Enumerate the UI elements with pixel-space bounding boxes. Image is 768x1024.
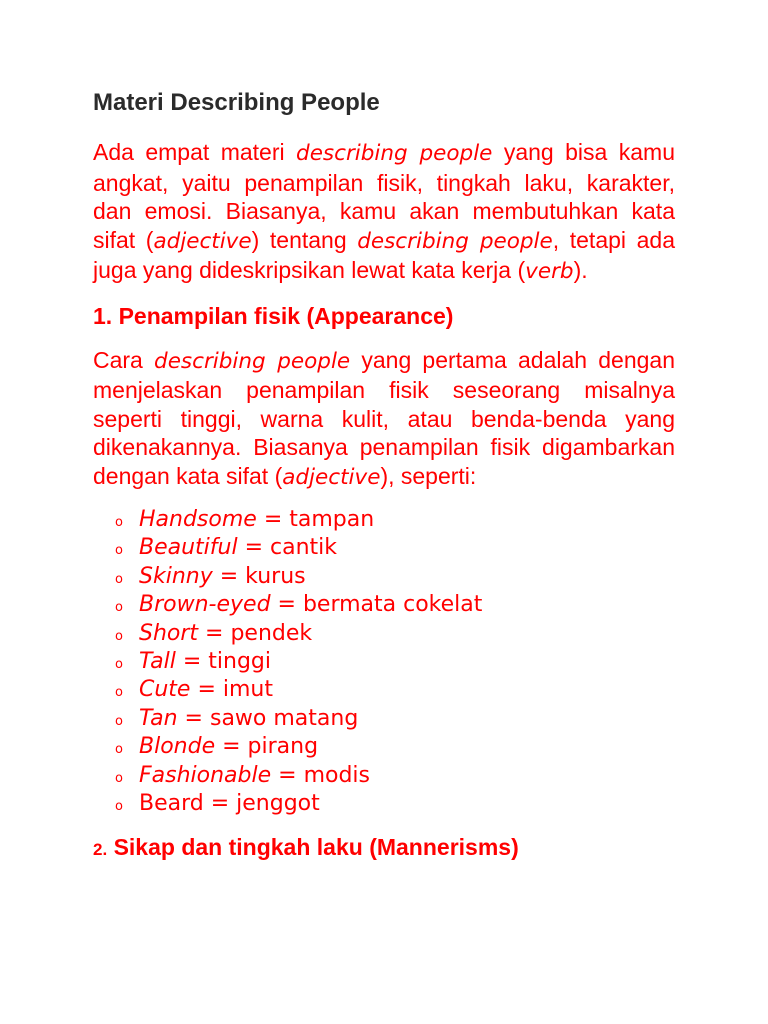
intro-text-3: ) tentang [251,226,358,253]
appearance-vocabulary-list [93,506,675,818]
bullet-icon: o [115,799,123,815]
list-item-term: Blonde [139,734,216,760]
list-item-term: Tan [139,705,178,731]
list-item [115,676,675,704]
list-item-term: Fashionable [139,762,272,788]
intro-emphasis-3: describing people [357,228,553,254]
list-item [115,733,675,761]
list-item-term: Cute [139,677,191,703]
section-1-text-2: yang pertama adalah dengan menjelaskan penampilan fisik seseorang misalnya seperti tinggi, warna kulit, atau benda-benda yang dikenakannya. Biasanya penampilan fisik digambarkan dengan kata sifat ( [93,346,675,489]
intro-emphasis-1: describing people [296,141,493,166]
list-item-meaning: = sawo matang [177,705,359,731]
intro-text-4: , tetapi ada juga yang dideskripsikan lewat kata kerja ( [93,226,675,283]
list-item-meaning: = imut [190,677,274,703]
list-item [115,648,675,676]
bullet-icon: o [115,515,123,530]
list-item-meaning: = pendek [198,620,313,646]
list-item-term: Brown-eyed [139,592,271,618]
section-1-paragraph [93,346,675,493]
list-item-term: Short [139,620,199,646]
list-item-meaning: = cantik [237,535,338,561]
list-item [115,620,675,648]
list-item [115,591,675,619]
list-item-meaning: Beard = jenggot [139,791,320,817]
document-page [93,86,675,865]
list-item [115,534,675,562]
section-2-number: 2. [93,840,108,860]
document-title: Materi Describing People [93,89,380,116]
intro-text-2: yang bisa kamu angkat, yaitu penampilan fisik, tingkah laku, karakter, dan emosi. Biasanya, kamu akan membutuhkan kata sifat ( [93,139,676,253]
bullet-icon: o [115,685,123,701]
bullet-icon: o [115,713,123,729]
bullet-icon: o [115,742,123,758]
list-item-meaning: = pirang [215,734,319,760]
list-item-term: Tall [139,649,176,675]
bullet-icon: o [115,543,123,559]
intro-text-1: Ada empat materi [93,139,297,165]
intro-emphasis-2: adjective [153,228,252,254]
list-item-term: Skinny [139,563,213,589]
bullet-icon: o [115,571,123,587]
list-item-term: Beautiful [139,535,238,561]
bullet-icon: o [115,770,123,786]
list-item [115,790,675,818]
intro-paragraph [93,138,675,287]
section-2-heading [93,832,675,865]
list-item-meaning: = tampan [256,507,375,532]
section-1-text-3: ), seperti: [380,462,477,489]
list-item [115,563,675,591]
section-2-title: Sikap dan tingkah laku (Mannerisms) [107,834,519,861]
list-item-meaning: = kurus [212,563,306,589]
intro-text-5: ). [573,257,588,283]
bullet-icon: o [115,657,123,673]
list-item-meaning: = bermata cokelat [270,592,483,618]
list-item [115,762,675,790]
section-1-heading: 1. Penampilan fisik (Appearance) [93,302,454,329]
list-item-meaning: = tinggi [175,649,271,675]
list-item [115,705,675,733]
section-1-emphasis-1: describing people [154,348,351,374]
list-item [115,506,675,534]
bullet-icon: o [115,628,123,644]
list-item-term: Handsome [139,507,257,532]
bullet-icon: o [115,600,123,616]
section-1-text-1: Cara [93,346,155,373]
section-1-emphasis-2: adjective [282,464,381,490]
list-item-meaning: = modis [271,762,371,788]
intro-emphasis-4: verb [525,259,574,284]
